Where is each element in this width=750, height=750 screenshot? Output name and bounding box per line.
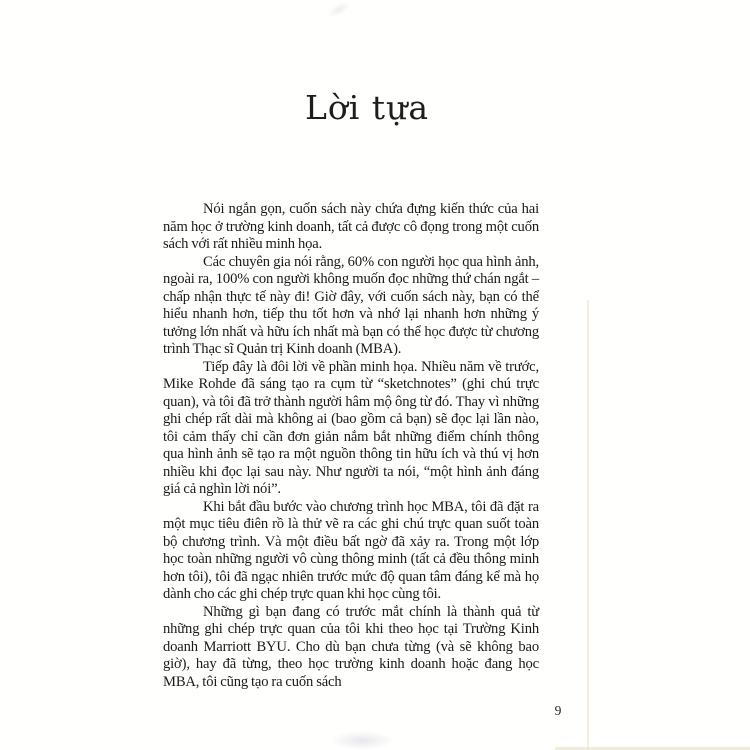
page-title: Lời tựa bbox=[304, 88, 429, 127]
paragraph: Các chuyên gia nói rằng, 60% con người học qua hình ảnh, ngoài ra, 100% con người không muốn đọc những thứ chán ngắt – chấp nhận thực tế này đi! Giờ đây, với cuốn sách này, bạn có thể hiểu nhanh hơn, tiếp thu tốt hơn và nhớ lại nhanh hơn những ý tưởng lớn nhất và hữu ích nhất mà bạn có thể học được từ chương trình Thạc sĩ Quản trị Kinh doanh (MBA). bbox=[163, 253, 539, 357]
scan-artifact-smudge-top bbox=[325, 0, 353, 20]
page-number: 9 bbox=[554, 703, 562, 718]
scan-artifact-smudge-bottom bbox=[330, 731, 394, 750]
scan-artifact-vertical-line bbox=[587, 300, 589, 750]
body-text bbox=[163, 201, 539, 691]
paragraph: Tiếp đây là đôi lời về phần minh họa. Nhiều năm về trước, Mike Rohde đã sáng tạo ra cụm từ “sketchnotes” (ghi chú trực quan), và tôi đã trở thành người hâm mộ ông từ đó. Thay vì những ghi chép rất dài mà không ai (bao gồm cả bạn) sẽ đọc lại lần nào, tôi cảm thấy chỉ cần đơn giản nắm bắt những điểm chính thông qua hình ảnh sẽ tạo ra một nguồn thông tin hữu ích và thú vị hơn nhiều khi đọc lại sau này. Như người ta nói, “một hình ảnh đáng giá cả nghìn lời nói”. bbox=[163, 358, 539, 497]
paragraph: Khi bắt đầu bước vào chương trình học MBA, tôi đã đặt ra một mục tiêu điên rồ là thử vẽ ra các ghi chú trực quan suốt toàn bộ chương trình. Và một điều bất ngờ đã xảy ra. Trong một lớp học toàn những người vô cùng thông minh (tất cả đều thông minh hơn tôi), tôi đã ngạc nhiên trước mức độ quan tâm đáng kể mà họ dành cho các ghi chép trực quan khi học cùng tôi. bbox=[163, 498, 539, 602]
paragraph: Nói ngắn gọn, cuốn sách này chứa đựng kiến thức của hai năm học ở trường kinh doanh, tất cả được cô đọng trong một cuốn sách với rất nhiều minh họa. bbox=[163, 201, 539, 252]
paragraph: Những gì bạn đang có trước mắt chính là thành quả từ những ghi chép trực quan của tôi khi theo học tại Trường Kinh doanh Marriott BYU. Cho dù bạn chưa từng (và sẽ không bao giờ), hay đã từng, theo học trường kinh doanh hoặc đang học MBA, tôi cũng tạo ra cuốn sách bbox=[163, 603, 539, 690]
